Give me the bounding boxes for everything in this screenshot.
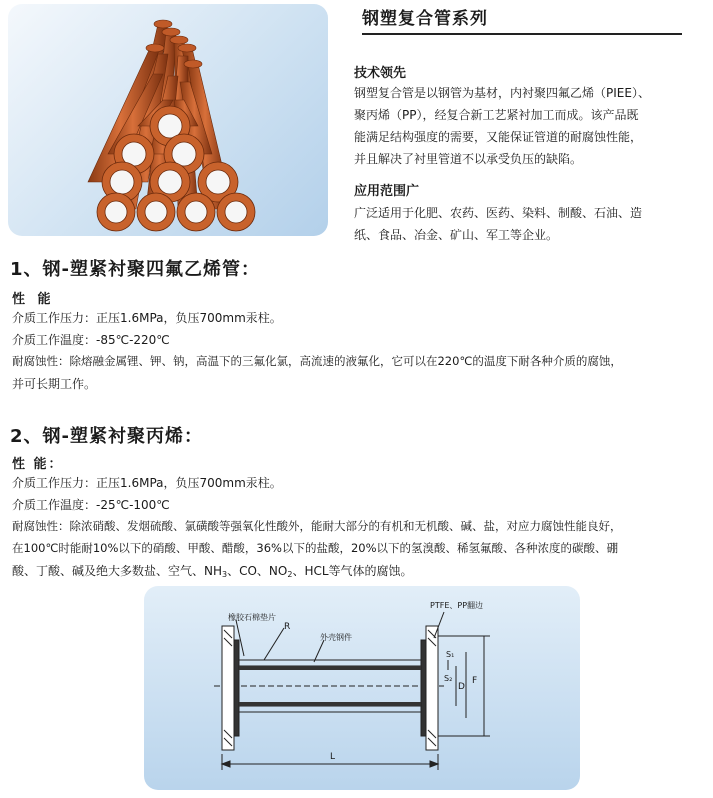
section2-performance-label: 性 能： [12,457,64,472]
tech-line: 并且解决了衬里管道不以承受负压的缺陷。 [354,152,583,166]
steel-shell-label: 外壳钢件 [320,633,352,642]
gasket-label: 橡胶石棉垫片 [228,613,276,622]
tech-line: 能满足结构强度的需要，又能保证管道的耐腐蚀性能， [354,130,643,144]
radius-label: R [284,622,291,632]
application-heading: 应用范围广 [354,184,420,199]
tech-paragraph [354,82,650,170]
length-label: L [330,752,336,762]
product-photo [8,4,328,236]
s1-label: S₁ [446,650,455,659]
section1-line: 介质工作压力：正压1.6MPa，负压700mm汞柱。 [12,311,282,325]
section2-line: 耐腐蚀性：除浓硝酸、发烟硫酸、氯磺酸等强氧化性酸外，能耐大部分的有机和无机酸、碱、盐，对应力腐蚀性能良好， [12,519,622,533]
section1-line: 并可长期工作。 [12,377,97,391]
application-line: 纸、食品、冶金、矿山、军工等企业。 [354,228,559,242]
subscript: 2 [287,570,293,579]
section1-title: 1、钢-塑紧衬聚四氟乙烯管： [10,259,260,280]
text-fragment: 、CO、NO [227,564,288,578]
section2-last-line [12,562,413,579]
s2-label: S₂ [444,674,453,683]
section1-performance-label: 性 能 [12,292,55,307]
pipe-drawing [144,586,580,790]
section2-title: 2、钢-塑紧衬聚丙烯： [10,426,203,447]
text-fragment: 酸、丁酸、碱及绝大多数盐、空气、NH [12,564,223,578]
section1-line: 耐腐蚀性：除熔融金属锂、钾、钠，高温下的三氟化氯，高流速的液氟化，它可以在220℃的温度下耐各种介质的腐蚀， [12,354,622,368]
d-label: D [458,682,465,692]
tech-line: 钢塑复合管是以钢管为基材，内衬聚四氟乙烯（PIEE）、 [354,86,650,100]
pipe-bundle-image [8,4,328,236]
section2-line: 介质工作温度：-25℃-100℃ [12,498,170,512]
section1-line: 介质工作温度：-85℃-220℃ [12,333,170,347]
section2-line: 介质工作压力：正压1.6MPa，负压700mm汞柱。 [12,476,282,490]
text-fragment: 、HCL等气体的腐蚀。 [292,564,413,578]
application-line: 广泛适用于化肥、农药、医药、染料、制酸、石油、造 [354,206,643,220]
series-title: 钢塑复合管系列 [362,9,488,29]
application-paragraph [354,202,642,246]
ptfe-flange-label: PTFE、PP翻边 [430,601,484,610]
tech-line: 聚丙烯（PP），经复合新工艺紧衬加工而成。该产品既 [354,108,639,122]
title-divider [362,33,682,35]
section2-line: 在100℃时能耐10%以下的硝酸、甲酸、醋酸，36%以下的盐酸，20%以下的氢溴酸、稀氢氟酸、各种浓度的碳酸、硼 [12,541,619,555]
f-label: F [472,676,478,686]
tech-heading: 技术领先 [354,66,407,81]
subscript: 3 [222,570,228,579]
pipe-cross-section-diagram [144,586,580,790]
